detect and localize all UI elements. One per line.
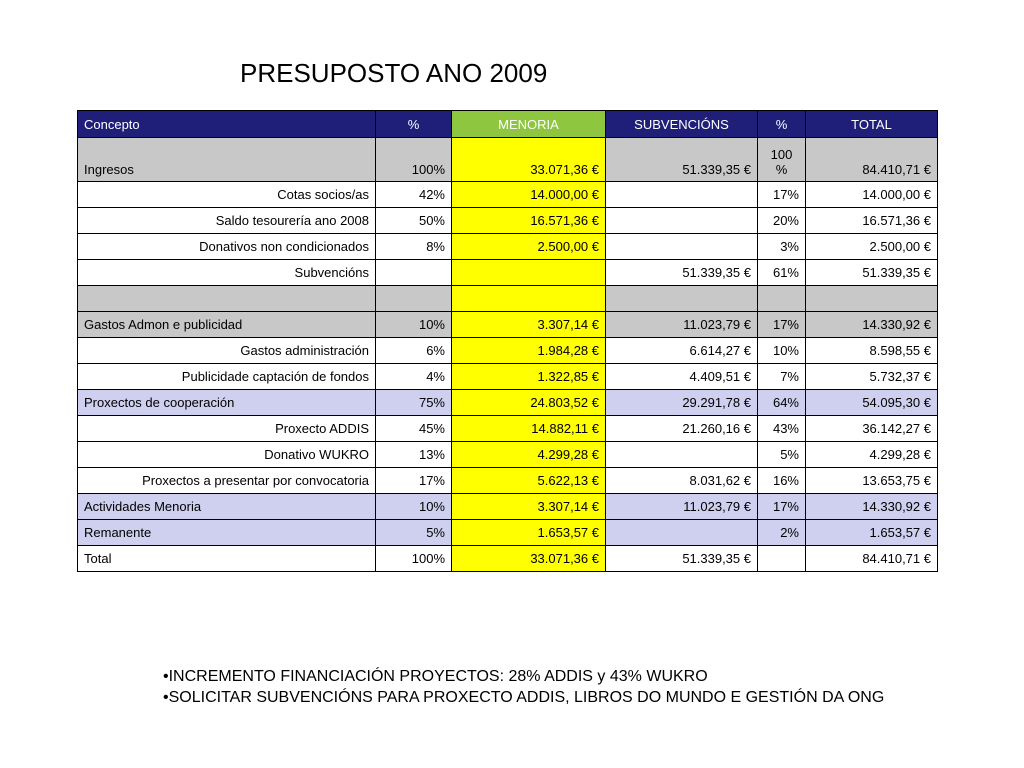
row-label: Donativo WUKRO <box>78 442 376 468</box>
table-row <box>78 234 938 260</box>
table-header-row <box>78 111 938 138</box>
table-row <box>78 520 938 546</box>
row-label: Remanente <box>78 520 376 546</box>
table-cell <box>452 260 606 286</box>
table-cell: 4.299,28 € <box>452 442 606 468</box>
table-cell: 3.307,14 € <box>452 494 606 520</box>
table-cell: 11.023,79 € <box>606 312 758 338</box>
note-item: •SOLICITAR SUBVENCIÓNS PARA PROXECTO ADDIS, LIBROS DO MUNDO E GESTIÓN DA ONG <box>163 689 885 706</box>
row-label: Subvencións <box>78 260 376 286</box>
table-cell <box>758 286 806 312</box>
note-item: •INCREMENTO FINANCIACIÓN PROYECTOS: 28% ADDIS y 43% WUKRO <box>163 668 708 685</box>
table-row <box>78 182 938 208</box>
table-row <box>78 390 938 416</box>
row-label: Saldo tesourería ano 2008 <box>78 208 376 234</box>
table-cell: 17% <box>758 494 806 520</box>
table-cell: 51.339,35 € <box>606 260 758 286</box>
table-row <box>78 442 938 468</box>
header-percent-2: % <box>758 111 806 138</box>
table-cell: 5.732,37 € <box>806 364 938 390</box>
table-cell: 51.339,35 € <box>606 138 758 182</box>
table-cell: 1.322,85 € <box>452 364 606 390</box>
table-cell: 29.291,78 € <box>606 390 758 416</box>
table-cell <box>606 208 758 234</box>
row-label: Total <box>78 546 376 572</box>
table-cell: 16% <box>758 468 806 494</box>
table-cell <box>376 260 452 286</box>
table-cell: 45% <box>376 416 452 442</box>
table-cell: 14.000,00 € <box>452 182 606 208</box>
table-cell: 2% <box>758 520 806 546</box>
table-cell: 17% <box>758 312 806 338</box>
row-label: Cotas socios/as <box>78 182 376 208</box>
table-row <box>78 338 938 364</box>
table-cell: 14.330,92 € <box>806 312 938 338</box>
table-row <box>78 286 938 312</box>
budget-table <box>77 110 938 572</box>
table-cell: 3% <box>758 234 806 260</box>
table-cell: 4.299,28 € <box>806 442 938 468</box>
table-cell: 13.653,75 € <box>806 468 938 494</box>
row-label: Actividades Menoria <box>78 494 376 520</box>
table-cell: 84.410,71 € <box>806 138 938 182</box>
table-cell <box>806 286 938 312</box>
table-cell: 21.260,16 € <box>606 416 758 442</box>
page-title: PRESUPOSTO ANO 2009 <box>240 58 548 88</box>
table-cell <box>606 286 758 312</box>
table-cell: 20% <box>758 208 806 234</box>
table-row <box>78 468 938 494</box>
table-row <box>78 208 938 234</box>
table-row <box>78 546 938 572</box>
table-cell: 6% <box>376 338 452 364</box>
table-cell: 11.023,79 € <box>606 494 758 520</box>
table-cell: 10% <box>758 338 806 364</box>
table-row <box>78 312 938 338</box>
row-label: Publicidade captación de fondos <box>78 364 376 390</box>
row-label: Gastos Admon e publicidad <box>78 312 376 338</box>
table-cell: 10% <box>376 312 452 338</box>
table-cell: 5% <box>758 442 806 468</box>
table-cell: 33.071,36 € <box>452 546 606 572</box>
row-label: Proxectos a presentar por convocatoria <box>78 468 376 494</box>
table-cell: 8.598,55 € <box>806 338 938 364</box>
table-cell: 1.984,28 € <box>452 338 606 364</box>
header-percent: % <box>376 111 452 138</box>
row-label: Proxectos de cooperación <box>78 390 376 416</box>
table-cell: 3.307,14 € <box>452 312 606 338</box>
table-cell: 24.803,52 € <box>452 390 606 416</box>
table-cell: 54.095,30 € <box>806 390 938 416</box>
table-cell <box>606 442 758 468</box>
row-label: Gastos administración <box>78 338 376 364</box>
table-cell: 51.339,35 € <box>606 546 758 572</box>
table-cell: 75% <box>376 390 452 416</box>
table-cell: 100% <box>376 138 452 182</box>
table-cell: 2.500,00 € <box>452 234 606 260</box>
table-cell: 8% <box>376 234 452 260</box>
table-cell: 5% <box>376 520 452 546</box>
table-cell: 14.330,92 € <box>806 494 938 520</box>
table-cell: 7% <box>758 364 806 390</box>
row-label: Proxecto ADDIS <box>78 416 376 442</box>
table-cell: 10% <box>376 494 452 520</box>
table-cell: 100% <box>376 546 452 572</box>
table-cell: 17% <box>376 468 452 494</box>
table-cell: 4.409,51 € <box>606 364 758 390</box>
table-cell: 2.500,00 € <box>806 234 938 260</box>
table-cell: 16.571,36 € <box>452 208 606 234</box>
table-cell: 13% <box>376 442 452 468</box>
table-cell: 43% <box>758 416 806 442</box>
table-cell <box>606 520 758 546</box>
table-cell: 4% <box>376 364 452 390</box>
row-label: Donativos non condicionados <box>78 234 376 260</box>
table-cell: 50% <box>376 208 452 234</box>
table-cell: 14.000,00 € <box>806 182 938 208</box>
table-cell: 51.339,35 € <box>806 260 938 286</box>
table-cell: 17% <box>758 182 806 208</box>
table-cell: 1.653,57 € <box>452 520 606 546</box>
table-cell: 100 % <box>758 138 806 182</box>
header-subvencions: SUBVENCIÓNS <box>606 111 758 138</box>
table-row <box>78 138 938 182</box>
table-cell: 33.071,36 € <box>452 138 606 182</box>
row-label: Ingresos <box>78 138 376 182</box>
table-cell <box>452 286 606 312</box>
table-cell: 61% <box>758 260 806 286</box>
row-label <box>78 286 376 312</box>
table-row <box>78 416 938 442</box>
table-row <box>78 494 938 520</box>
table-cell <box>376 286 452 312</box>
table-cell: 42% <box>376 182 452 208</box>
table-cell <box>758 546 806 572</box>
table-cell: 14.882,11 € <box>452 416 606 442</box>
table-cell: 8.031,62 € <box>606 468 758 494</box>
table-cell: 84.410,71 € <box>806 546 938 572</box>
table-row <box>78 260 938 286</box>
header-menoria: MENORIA <box>452 111 606 138</box>
table-cell: 6.614,27 € <box>606 338 758 364</box>
table-cell <box>606 234 758 260</box>
table-cell: 64% <box>758 390 806 416</box>
table-cell: 5.622,13 € <box>452 468 606 494</box>
header-concepto: Concepto <box>78 111 376 138</box>
header-total: TOTAL <box>806 111 938 138</box>
table-cell <box>606 182 758 208</box>
table-cell: 36.142,27 € <box>806 416 938 442</box>
table-row <box>78 364 938 390</box>
table-cell: 16.571,36 € <box>806 208 938 234</box>
notes <box>163 666 884 708</box>
table-cell: 1.653,57 € <box>806 520 938 546</box>
